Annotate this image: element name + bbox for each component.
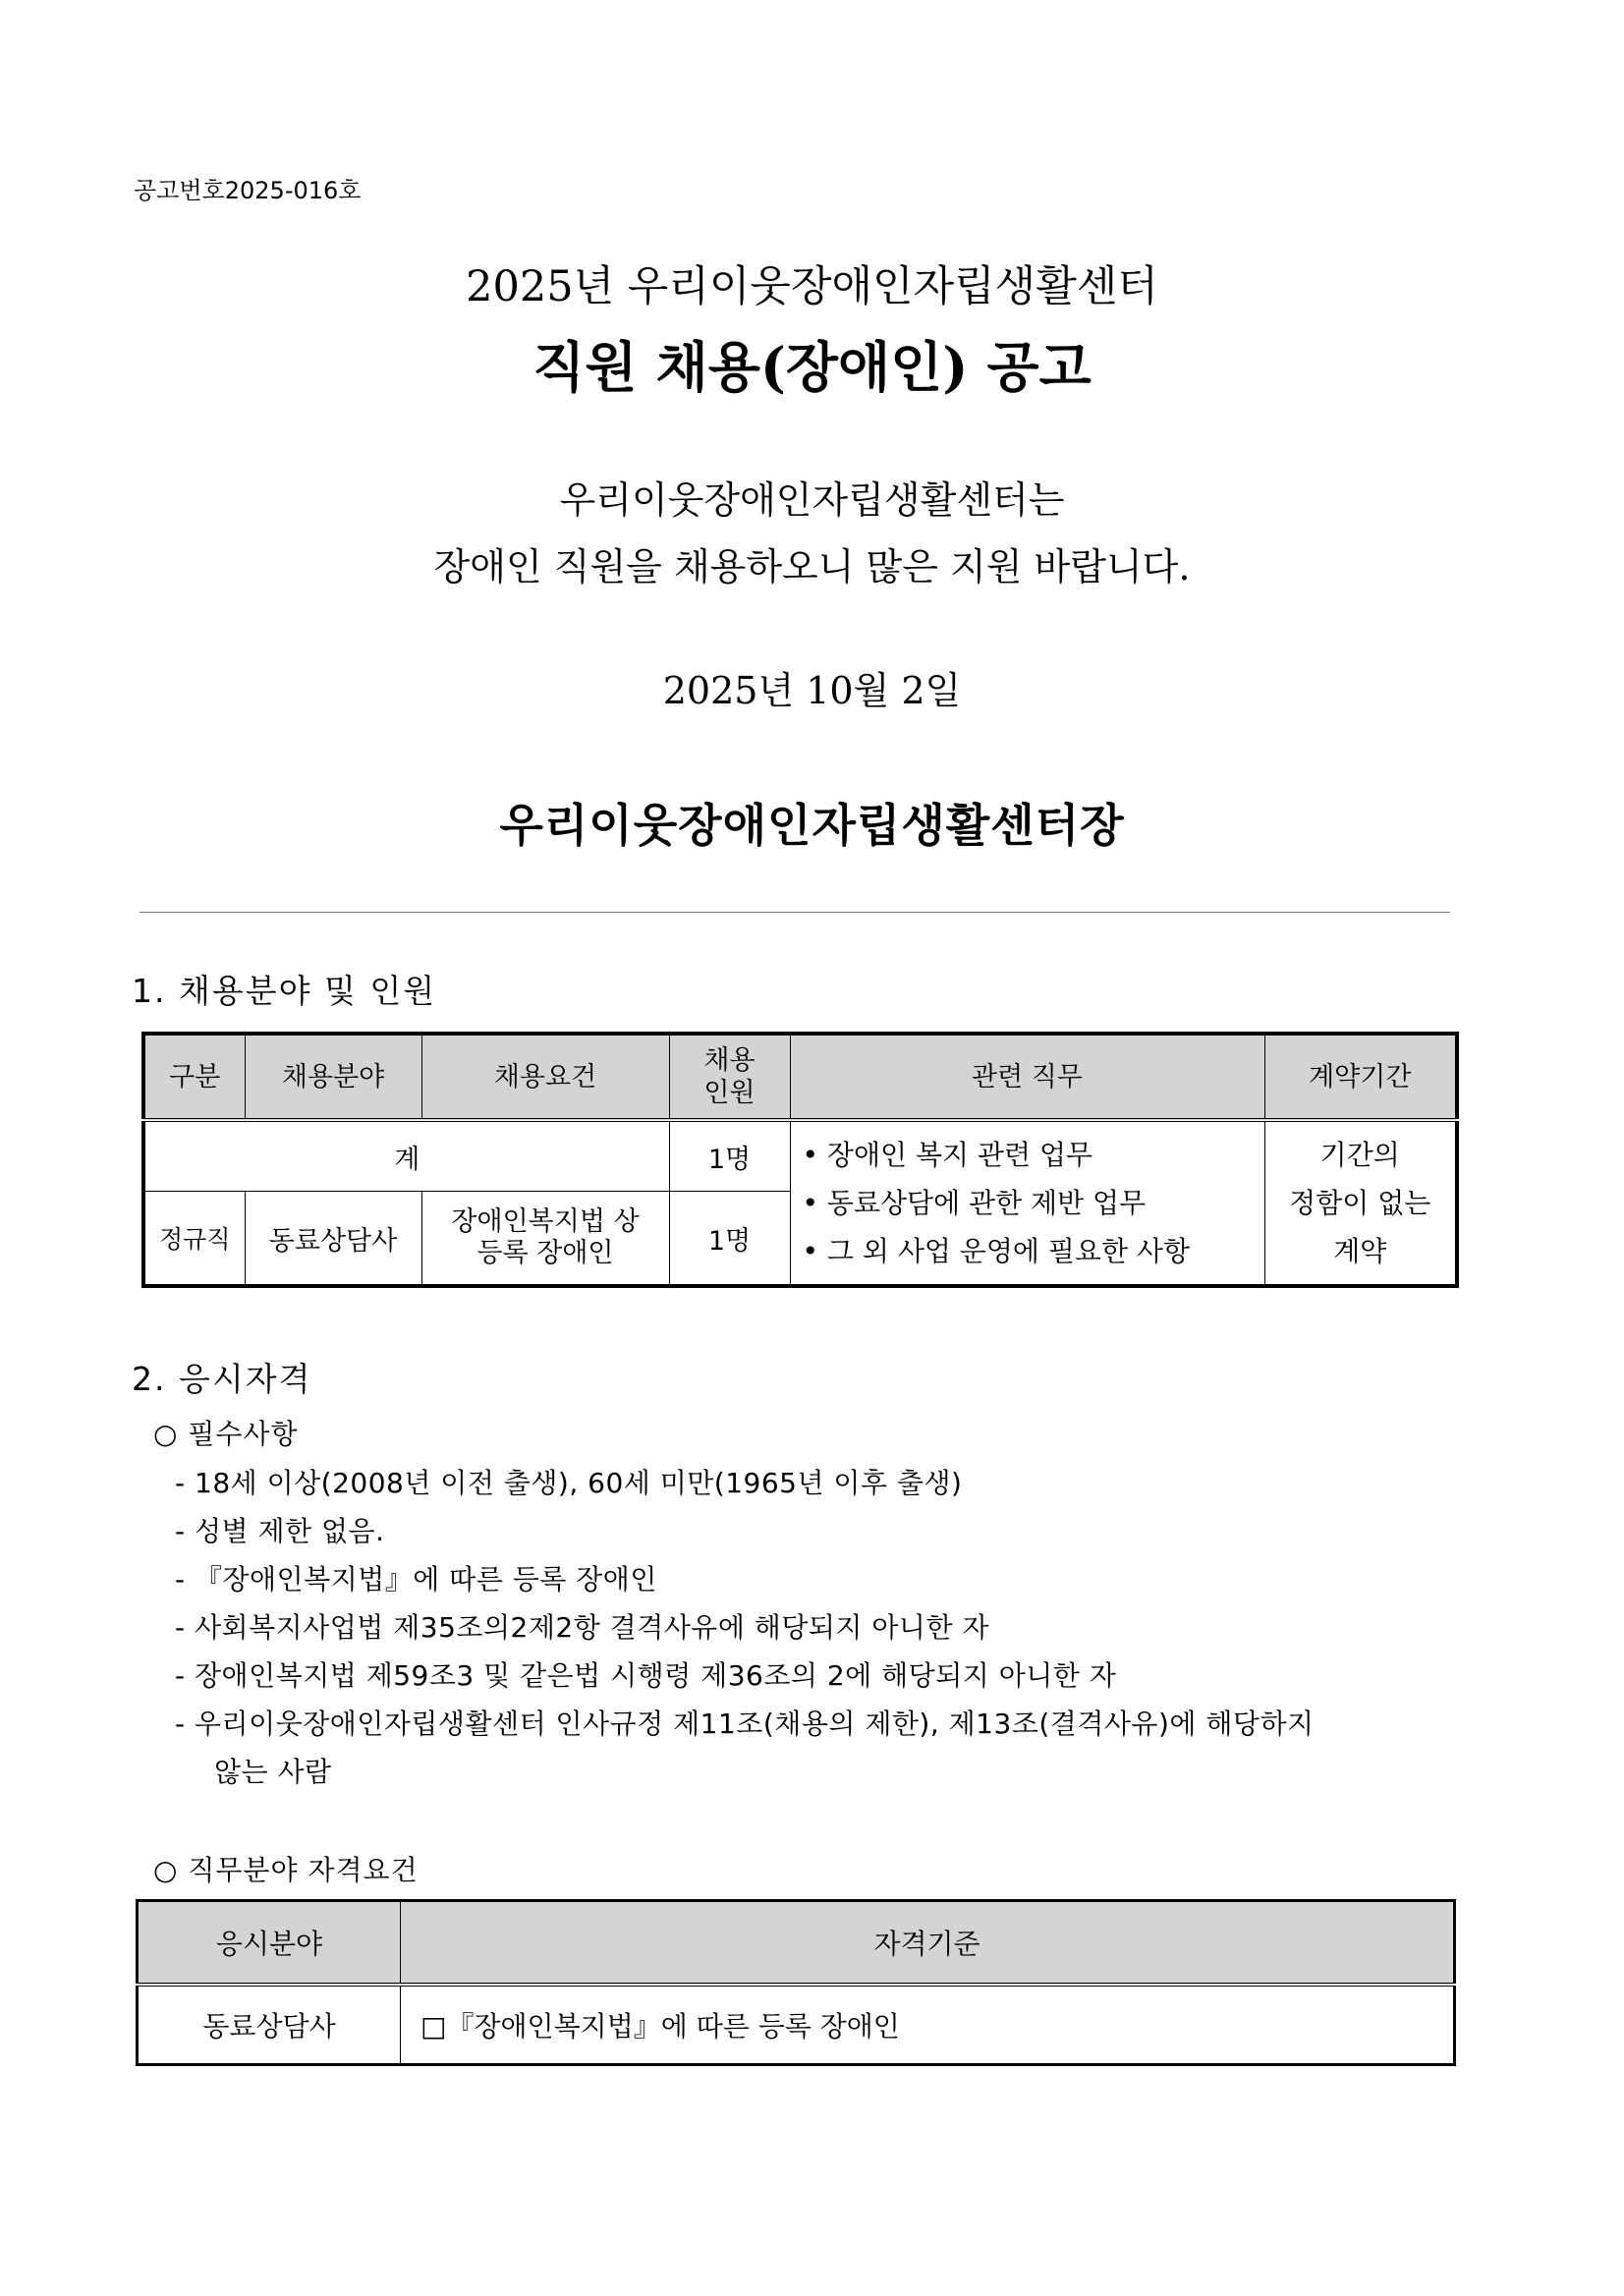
section-2-title: 2. 응시자격 [132,1360,312,1398]
header-headcount-line1: 채용 [703,1045,756,1076]
contract-line: 정함이 없는 [1289,1187,1431,1219]
contract-cell [1264,1120,1457,1286]
header-criteria: 자격기준 [401,1901,1455,1986]
contract-line: 계약 [1333,1235,1387,1267]
intro-line-2: 장애인 직원을 채용하오니 많은 지원 바랍니다. [433,545,1191,588]
row-requirement-line2: 등록 장애인 [476,1238,614,1268]
total-label: 계 [143,1120,669,1192]
section-1-title: 1. 채용분야 및 인원 [132,972,437,1010]
header-requirement: 채용요건 [421,1034,669,1120]
row-field: 동료상담사 [245,1192,421,1287]
row-requirement [421,1192,669,1287]
header-headcount-line2: 인원 [703,1078,756,1108]
notice-date: 2025년 10월 2일 [662,669,962,712]
divider [140,912,1450,913]
signer: 우리이웃장애인자립생활센터장 [499,799,1125,852]
mandatory-item: - 18세 이상(2008년 이전 출생), 60세 미만(1965년 이후 출생) [175,1467,963,1499]
header-headcount [669,1034,790,1120]
mandatory-item-continuation: 않는 사람 [214,1756,332,1788]
duties-cell [790,1120,1264,1286]
row-headcount: 1명 [669,1192,790,1287]
header-apply-field: 응시분야 [138,1901,401,1986]
duty-item: • 동료상담에 관한 제반 업무 [802,1187,1147,1219]
header-contract: 계약기간 [1264,1034,1457,1120]
intro-line-1: 우리이웃장애인자립생활센터는 [559,478,1065,522]
mandatory-item: - 우리이웃장애인자립생활센터 인사규정 제11조(채용의 제한), 제13조(결격사유)에 해당하지 [175,1708,1315,1740]
mandatory-item: - 『장애인복지법』에 따른 등록 장애인 [175,1563,657,1596]
organization-title: 2025년 우리이웃장애인자립생활센터 [466,262,1158,311]
duty-item: • 장애인 복지 관련 업무 [802,1139,1093,1171]
criteria: □『장애인복지법』에 따른 등록 장애인 [401,1985,1455,2065]
page-title: 직원 채용(장애인) 공고 [532,335,1092,399]
row-category: 정규직 [143,1192,245,1287]
header-duties: 관련 직무 [790,1034,1264,1120]
header-field: 채용분야 [245,1034,421,1120]
row-requirement-line1: 장애인복지법 상 [451,1206,640,1237]
mandatory-item: - 사회복지사업법 제35조의2제2항 결격사유에 해당되지 아니한 자 [175,1611,989,1644]
mandatory-heading: ○ 필수사항 [153,1418,299,1450]
total-headcount: 1명 [669,1120,790,1192]
mandatory-item: - 장애인복지법 제59조3 및 같은법 시행령 제36조의 2에 해당되지 아니한 자 [175,1659,1117,1692]
contract-line: 기간의 [1319,1139,1400,1171]
header-category: 구분 [143,1034,245,1120]
duty-item: • 그 외 사업 운영에 필요한 사항 [802,1235,1190,1267]
recruitment-table [141,1032,1459,1288]
job-requirements-heading: ○ 직무분야 자격요건 [153,1854,419,1886]
apply-field: 동료상담사 [138,1985,401,2065]
notice-number: 공고번호2025-016호 [134,177,362,204]
job-requirements-table [136,1899,1456,2066]
mandatory-item: - 성별 제한 없음. [175,1515,385,1547]
